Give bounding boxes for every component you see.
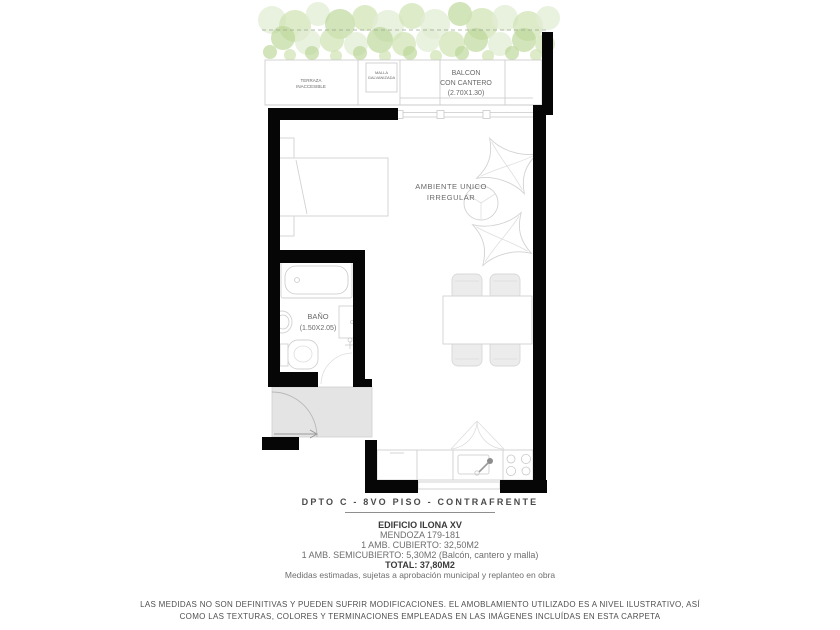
building-name: EDIFICIO ILONA XV [378,520,462,530]
title-underline [345,512,495,513]
mesh-label: MALLA [374,70,389,75]
balcony-label: CON CANTERO [440,80,492,87]
bathtub [281,262,352,298]
kitchen-window [418,482,500,489]
bath-label: (1.50X2.05) [299,325,337,332]
semicovered-area: 1 AMB. SEMICUBIERTO: 5,30M2 (Balcón, cantero y malla) [301,550,539,560]
measures-note: Medidas estimadas, sujetas a aprobación municipal y replanteo en obra [284,570,556,580]
total-area: TOTAL: 37,80M2 [385,560,455,570]
balcony-label: (2.70X1.30) [447,90,485,97]
cabinet-door-swings [451,421,504,449]
bath-label: BAÑO [307,312,329,321]
disclaimer-line: COMO LAS TEXTURAS, COLORES Y TERMINACIONES EMPLEADAS EN LAS IMÁGENES INCLUÍDAS EN ESTA CARPETA [179,612,661,621]
toilet [280,340,318,369]
floorplan-drawing [253,0,560,500]
side-table [464,186,498,220]
butterfly-chair [473,213,532,266]
building-address: MENDOZA 179-181 [379,530,461,540]
kitchen [377,421,533,489]
bed [274,138,388,236]
trees-illustration [258,2,560,62]
bathroom-door-swing [321,353,352,384]
dining-table [443,296,532,344]
dining-set [443,274,532,366]
plan-title: DPTO C - 8VO PISO - CONTRAFRENTE [301,497,539,507]
room-label: AMBIENTE UNICO [415,182,487,191]
room-label: IRREGULAR [426,193,476,202]
terrace-label: INACCESIBLE [296,84,326,89]
mesh-label: GALVANIZADA [367,75,396,80]
entry-hall [272,387,372,438]
caption-block [0,497,840,580]
disclaimer [70,599,770,623]
balcony-label: BALCON [451,70,481,77]
covered-area: 1 AMB. CUBIERTO: 32,50M2 [361,540,479,550]
disclaimer-line: LAS MEDIDAS NO SON DEFINITIVAS Y PUEDEN SUFRIR MODIFICACIONES. EL AMOBLAMIENTO UTILIZADO ES A NIVEL ILUSTRATIVO, ASÍ [140,600,700,609]
terrace-label: TERRAZA [300,78,322,83]
